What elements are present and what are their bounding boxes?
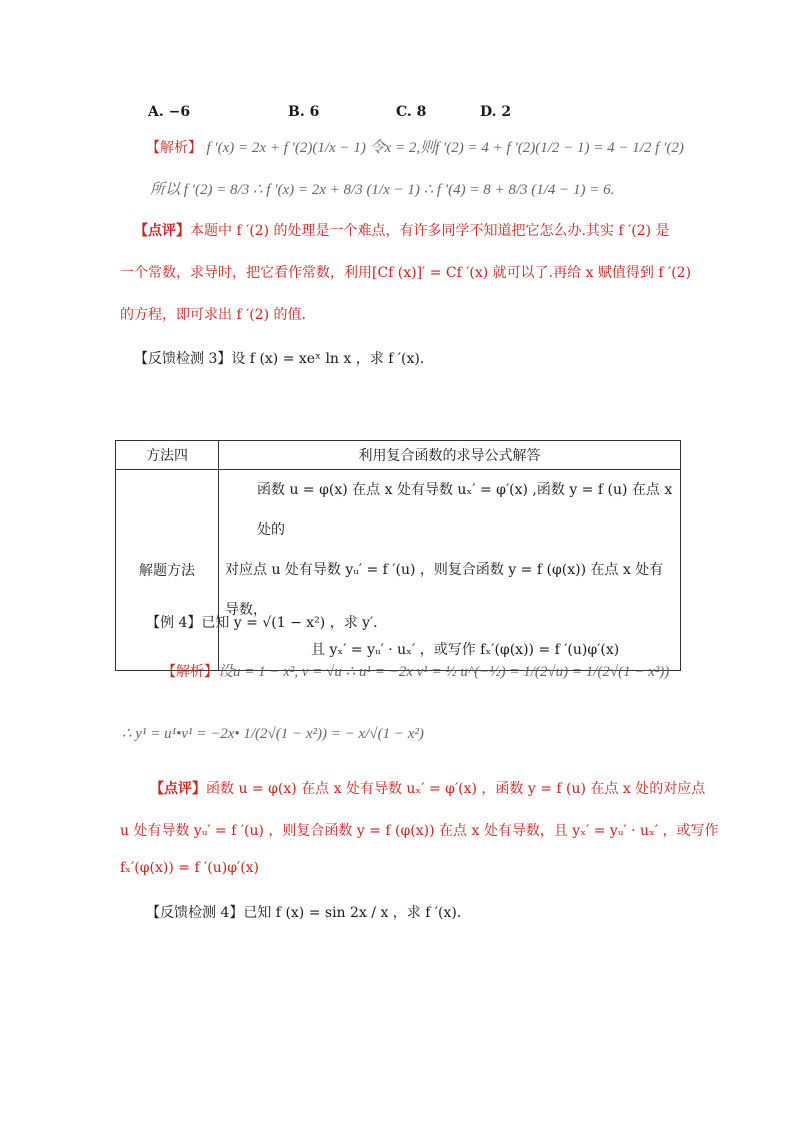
method-label-cell: 解题方法 <box>116 470 219 671</box>
comment4-tag: 【点评】 <box>150 781 206 797</box>
analysis1-line1 <box>146 136 684 157</box>
comment4-line1 <box>150 778 705 798</box>
option-a: A. −6 <box>148 104 191 120</box>
method-table <box>115 440 681 671</box>
method-line3: 且 yₓ′ = yᵤ′ · uₓ′ ，或写作 fₓ′(φ(x)) = f ′(u)φ′(x) <box>311 642 620 658</box>
analysis4-line2: ∴ y¹ = u¹•v¹ = −2x• 1/(2√(1 − x²)) = − x/√(1 − x²) <box>122 726 424 742</box>
option-b: B. 6 <box>288 104 320 120</box>
comment1-line1 <box>134 220 670 240</box>
example-4: 【例 4】已知 y = √(1 − x²) ，求 y′． <box>146 615 388 631</box>
analysis1-formula2: 所以 f ′(2) = 8/3 ∴ f ′(x) = 2x + 8/3 (1/x − 1) ∴ f ′(4) = 8 + 8/3 (1/4 − 1) = 6. <box>150 182 615 198</box>
comment1-text1: 本题中 f ′(2) 的处理是一个难点，有许多同学不知道把它怎么办.其实 f ′(2) 是 <box>190 223 670 239</box>
method-number-cell: 方法四 <box>116 441 219 470</box>
analysis4-tag: 【解析】 <box>162 664 218 680</box>
option-d: D. 2 <box>480 104 512 120</box>
comment4-text1: 函数 u = φ(x) 在点 x 处有导数 uₓ′ = φ′(x) ，函数 y = f (u) 在点 x 处的对应点 <box>206 781 706 797</box>
feedback-test-4: 【反馈检测 4】已知 f (x) = sin 2x / x ，求 f ′(x)． <box>146 905 471 921</box>
analysis1-tag: 【解析】 <box>146 140 202 156</box>
comment1-line3: 的方程，即可求出 f ′(2) 的值. <box>120 307 306 323</box>
option-c: C. 8 <box>396 104 427 120</box>
analysis1-line2 <box>150 178 614 199</box>
method-line1: 函数 u = φ(x) 在点 x 处有导数 uₓ′ = φ′(x) ,函数 y = f (u) 在点 x 处的 <box>257 482 673 538</box>
method-content-cell <box>219 470 681 671</box>
analysis4-line1 <box>162 660 669 681</box>
comment4-line3: fₓ′(φ(x)) = f ′(u)φ′(x) <box>120 860 260 876</box>
analysis4-formula1: 设u = 1 − x², v = √u ∴ u¹ = −2x v¹ = ½ u^(−½) = 1/(2√u) = 1/(2√(1 − x²)) <box>218 664 670 680</box>
feedback-test-3: 【反馈检测 3】设 f (x) = xeˣ ln x ，求 f ′(x)． <box>134 351 434 367</box>
comment4-line2: u 处有导数 yᵤ′ = f ′(u) ，则复合函数 y = f (φ(x)) 在点 x 处有导数，且 yₓ′ = yᵤ′ · uₓ′ ，或写作 <box>120 823 719 839</box>
method-line2: 对应点 u 处有导数 yᵤ′ = f ′(u) ，则复合函数 y = f (φ(x)) 在点 x 处有导数， <box>225 562 664 618</box>
method-title-cell: 利用复合函数的求导公式解答 <box>219 441 681 470</box>
comment1-tag: 【点评】 <box>134 223 190 239</box>
analysis1-formula1: f ′(x) = 2x + f ′(2)(1/x − 1) 令x = 2,则f ′(2) = 4 + f ′(2)(1/2 − 1) = 4 − 1/2 f ′(2) <box>206 140 684 156</box>
comment1-line2: 一个常数，求导时，把它看作常数，利用[Cf (x)]′ = Cf ′(x) 就可以了.再给 x 赋值得到 f ′(2) <box>120 265 692 281</box>
